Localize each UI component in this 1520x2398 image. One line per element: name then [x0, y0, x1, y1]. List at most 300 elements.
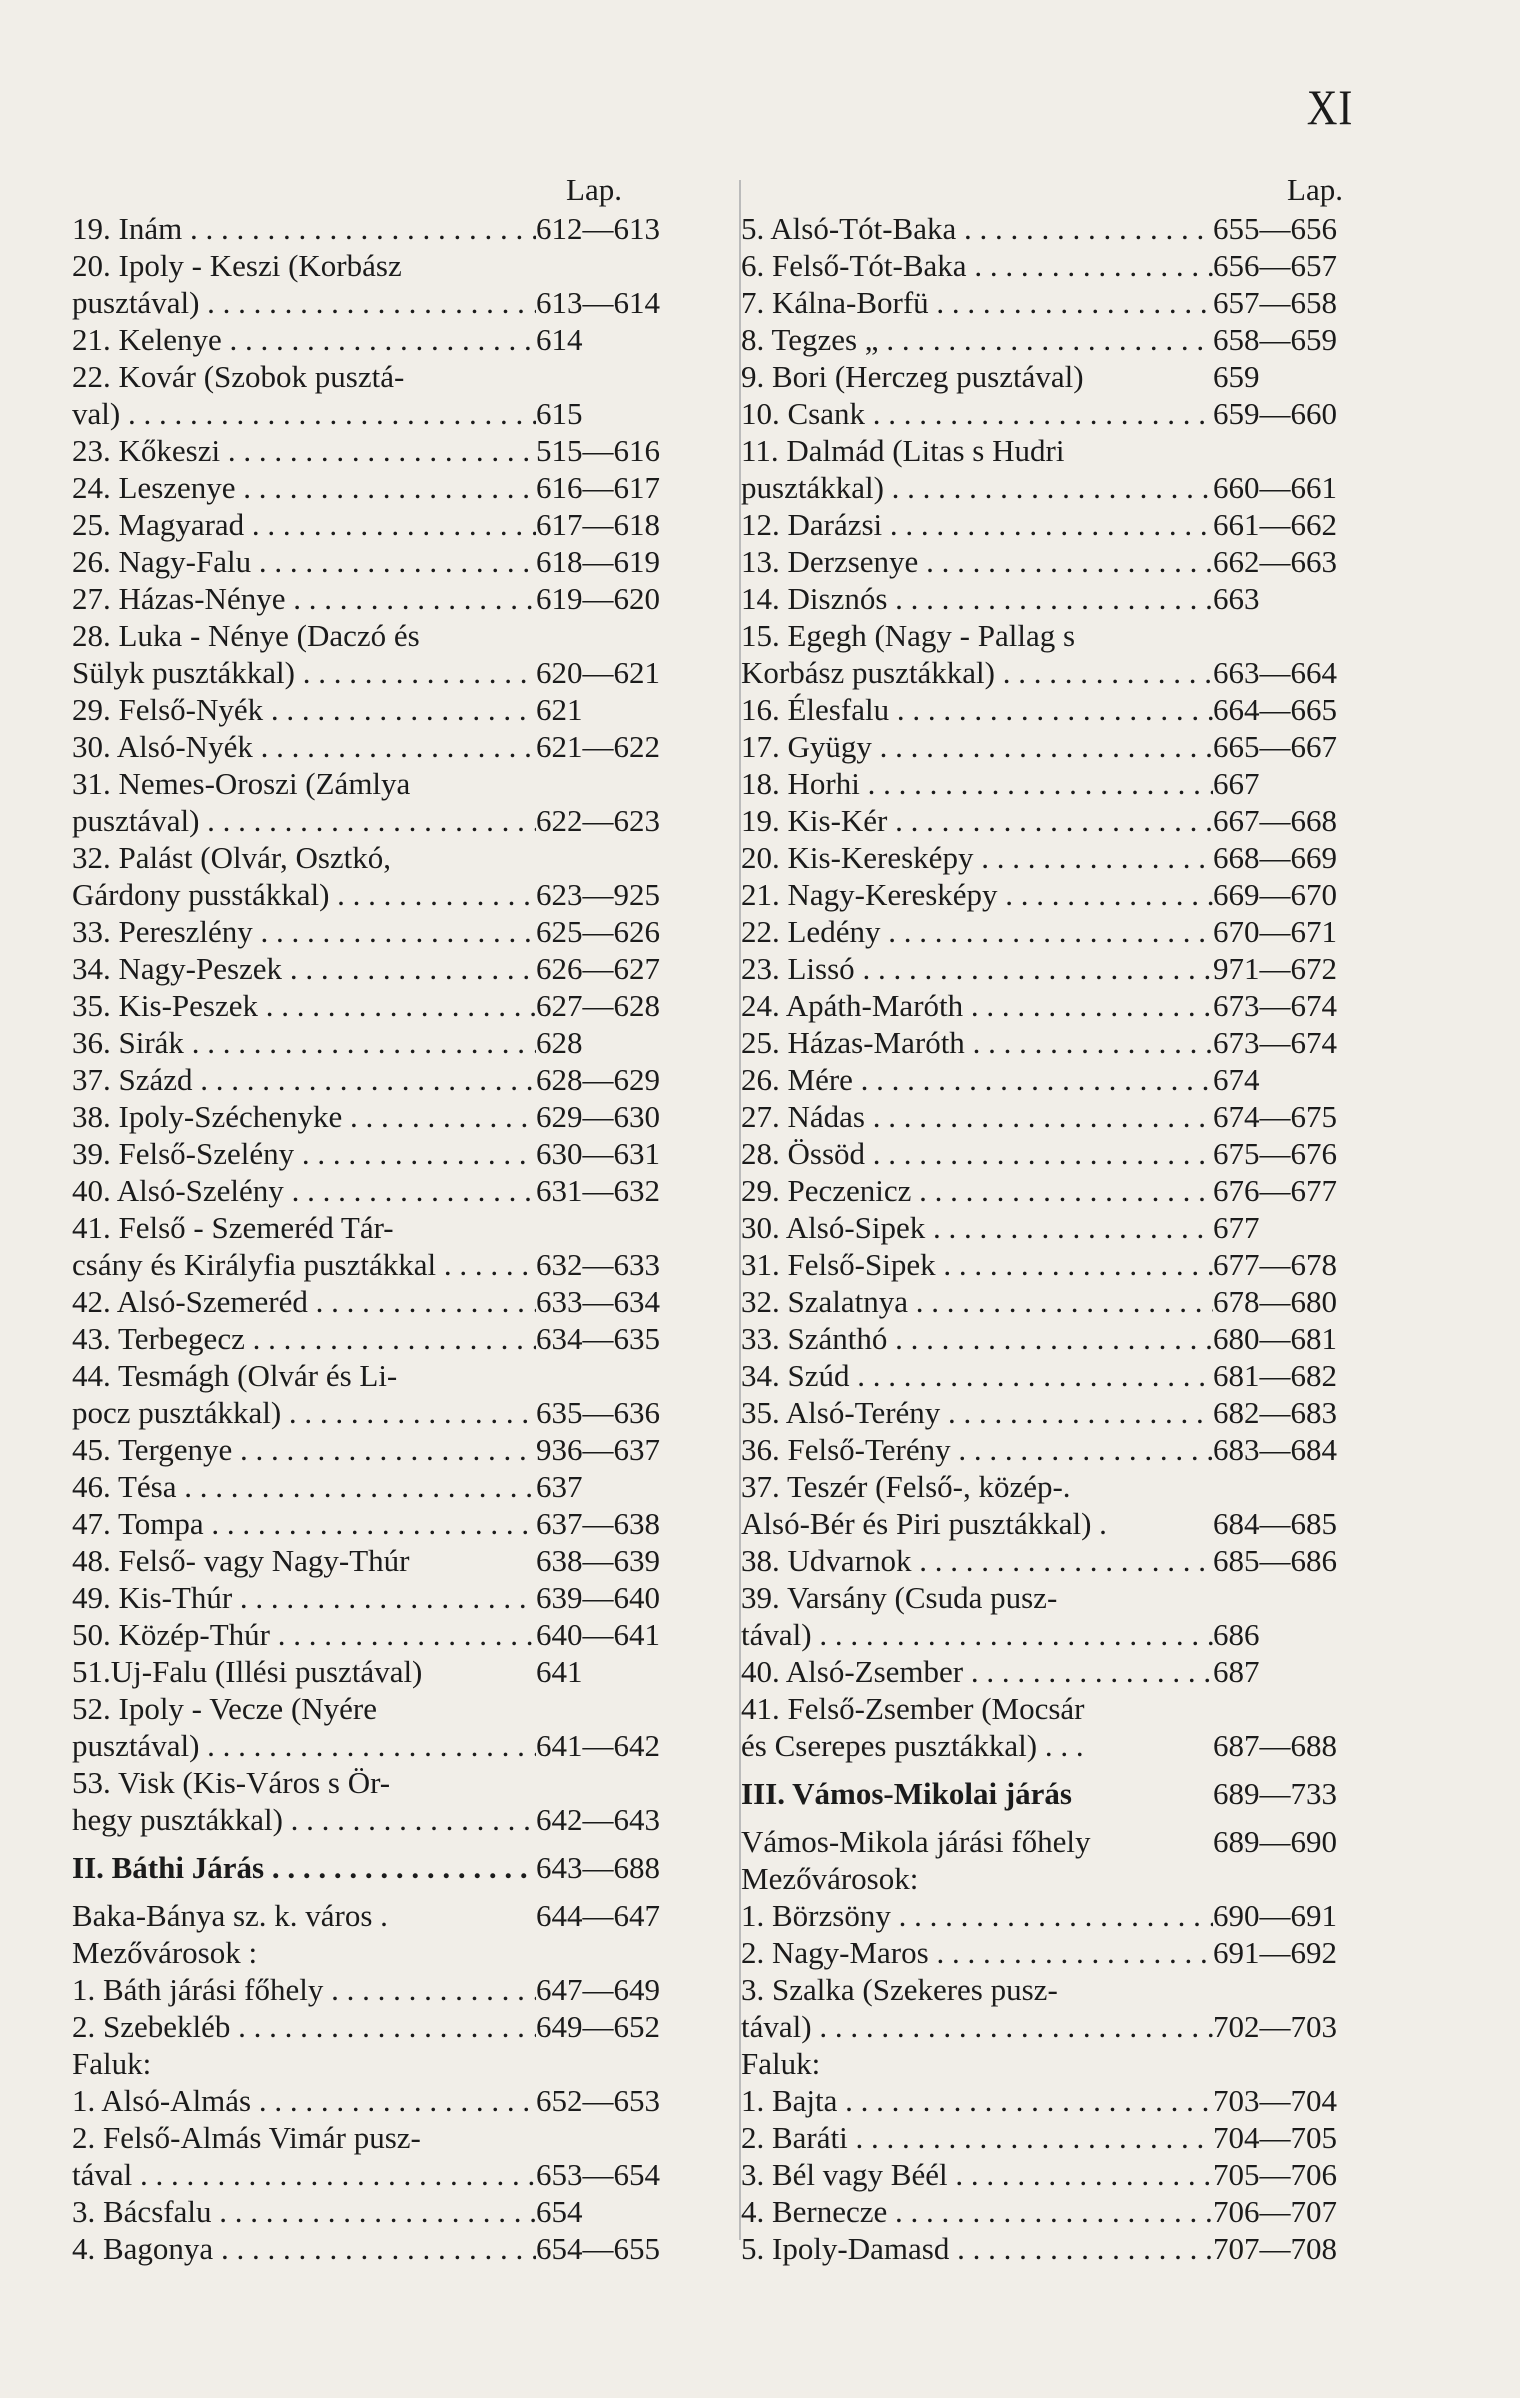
- entry-pages: 667—668: [1213, 803, 1337, 838]
- entry-pages: 647—649: [536, 1972, 660, 2007]
- entry-pages: 684—685: [1213, 1506, 1337, 1541]
- entry-line: [741, 432, 1381, 469]
- index-entry: [72, 1061, 702, 1098]
- entry-line: [741, 2045, 1381, 2082]
- index-entry: [72, 432, 702, 469]
- index-entry: [72, 1394, 702, 1431]
- entry-text: 17. Gyügy . . .: [741, 728, 1213, 765]
- section-heading: [72, 1849, 702, 1886]
- entry-line: [72, 247, 702, 284]
- entry-text: csány és Királyfia pusztákkal . . .: [72, 1246, 536, 1283]
- entry-pages: 626—627: [536, 951, 660, 986]
- entry-text: 7. Kálna-Borfü . . .: [741, 284, 1213, 321]
- entry-text: 40. Alsó-Szelény . . .: [72, 1172, 536, 1209]
- index-entry: [72, 395, 702, 432]
- left-entries: [72, 210, 702, 2267]
- entry-text: Baka-Bánya sz. k. város .: [72, 1898, 388, 1933]
- entry-pages: 673—674: [1213, 1025, 1337, 1060]
- entry-text: 8. Tegzes „ . . .: [741, 321, 1213, 358]
- index-entry: [72, 1098, 702, 1135]
- entry-pages: 614: [536, 322, 583, 357]
- index-entry: [741, 1394, 1381, 1431]
- index-entry: [741, 654, 1381, 691]
- entry-text: 39. Felső-Szelény . . .: [72, 1135, 536, 1172]
- entry-text: 4. Bagonya . . .: [72, 2230, 536, 2267]
- page-number: XI: [1306, 79, 1354, 135]
- entry-pages: 664—665: [1213, 692, 1337, 727]
- entry-text: 40. Alsó-Zsember . . .: [741, 1653, 1213, 1690]
- entry-text: 3. Bél vagy Béél . . .: [741, 2156, 1213, 2193]
- index-entry: [72, 1468, 702, 1505]
- index-entry: [72, 802, 702, 839]
- entry-text: pusztákkal) . . .: [741, 469, 1213, 506]
- entry-pages: 617—618: [536, 507, 660, 542]
- entry-pages: 654: [536, 2194, 583, 2229]
- index-entry: [741, 765, 1381, 802]
- entry-text: 36. Felső-Terény . . .: [741, 1431, 1213, 1468]
- entry-text: 53. Visk (Kis-Város s Ör-: [72, 1765, 391, 1800]
- entry-text: 3. Szalka (Szekeres pusz-: [741, 1972, 1058, 2007]
- index-entry: [72, 1283, 702, 1320]
- entry-pages: 668—669: [1213, 840, 1337, 875]
- entry-pages: 634—635: [536, 1321, 660, 1356]
- entry-text: 46. Tésa . . .: [72, 1468, 536, 1505]
- entry-pages: 691—692: [1213, 1935, 1337, 1970]
- entry-line: [72, 617, 702, 654]
- right-column: [741, 172, 1381, 2267]
- entry-pages: 680—681: [1213, 1321, 1337, 1356]
- index-entry: [741, 1283, 1381, 1320]
- entry-pages: 641: [536, 1654, 583, 1689]
- entry-pages: 663—664: [1213, 655, 1337, 690]
- entry-pages: 631—632: [536, 1173, 660, 1208]
- entry-line: [741, 1579, 1381, 1616]
- entry-text: 33. Szánthó . . .: [741, 1320, 1213, 1357]
- entry-text: 31. Felső-Sipek . . .: [741, 1246, 1213, 1283]
- entry-text: 28. Össöd . . .: [741, 1135, 1213, 1172]
- entry-text: 1. Báth járási főhely . . .: [72, 1971, 536, 2008]
- entry-pages: 689—733: [1213, 1776, 1337, 1811]
- entry-text: 30. Alsó-Nyék . . .: [72, 728, 536, 765]
- entry-text: Vámos-Mikola járási főhely: [741, 1824, 1091, 1859]
- entry-text: 21. Nagy-Keresképy . . .: [741, 876, 1213, 913]
- entry-pages: 704—705: [1213, 2120, 1337, 2155]
- entry-text: 48. Felső- vagy Nagy-Thúr: [72, 1543, 410, 1578]
- index-entry: [741, 580, 1381, 617]
- index-entry: [72, 876, 702, 913]
- index-entry: [72, 987, 702, 1024]
- entry-text: tával . . .: [72, 2156, 536, 2193]
- lap-header: Lap.: [1287, 172, 1343, 207]
- index-entry: [72, 1431, 702, 1468]
- entry-text: 1. Alsó-Almás . . .: [72, 2082, 536, 2119]
- entry-pages: 643—688: [536, 1850, 660, 1885]
- entry-text: 32. Szalatnya . . .: [741, 1283, 1213, 1320]
- entry-line: [72, 765, 702, 802]
- entry-text: 2. Felső-Almás Vimár pusz-: [72, 2120, 421, 2155]
- index-entry: [741, 2082, 1381, 2119]
- index-entry: [72, 1727, 702, 1764]
- entry-line: [72, 1357, 702, 1394]
- entry-text: Faluk:: [72, 2046, 152, 2081]
- entry-line: [741, 1468, 1381, 1505]
- entry-text: 21. Kelenye . . .: [72, 321, 536, 358]
- entry-pages: 621—622: [536, 729, 660, 764]
- index-entry: [72, 691, 702, 728]
- entry-pages: 660—661: [1213, 470, 1337, 505]
- entry-pages: 655—656: [1213, 211, 1337, 246]
- entry-pages: 669—670: [1213, 877, 1337, 912]
- entry-pages: 674: [1213, 1062, 1260, 1097]
- index-entry: [741, 1098, 1381, 1135]
- index-entry: [72, 1971, 702, 2008]
- entry-text: 41. Felső-Zsember (Mocsár: [741, 1691, 1085, 1726]
- entry-pages: 661—662: [1213, 507, 1337, 542]
- entry-pages: 653—654: [536, 2157, 660, 2192]
- entry-pages: 677—678: [1213, 1247, 1337, 1282]
- entry-pages: 685—686: [1213, 1543, 1337, 1578]
- index-entry: [72, 950, 702, 987]
- entry-pages: 936—637: [536, 1432, 660, 1467]
- entry-pages: 687—688: [1213, 1728, 1337, 1763]
- entry-text: 49. Kis-Thúr . . .: [72, 1579, 536, 1616]
- entry-text: 22. Kovár (Szobok pusztá-: [72, 359, 405, 394]
- index-entry: [72, 543, 702, 580]
- entry-pages: 616—617: [536, 470, 660, 505]
- index-entry: [741, 1061, 1381, 1098]
- entry-line: [72, 1934, 702, 1971]
- entry-text: 16. Élesfalu . . .: [741, 691, 1213, 728]
- entry-text: 26. Mére . . .: [741, 1061, 1213, 1098]
- entry-pages: 635—636: [536, 1395, 660, 1430]
- index-entry: [72, 321, 702, 358]
- index-entry: [72, 284, 702, 321]
- entry-pages: 706—707: [1213, 2194, 1337, 2229]
- entry-pages: 681—682: [1213, 1358, 1337, 1393]
- entry-pages: 515—616: [536, 433, 660, 468]
- entry-text: 31. Nemes-Oroszi (Zámlya: [72, 766, 411, 801]
- entry-text: III. Vámos-Mikolai járás: [741, 1776, 1072, 1811]
- entry-pages: 612—613: [536, 211, 660, 246]
- index-entry: [741, 2008, 1381, 2045]
- index-entry: [741, 913, 1381, 950]
- entry-text: 5. Ipoly-Damasd . . .: [741, 2230, 1213, 2267]
- entry-line: [72, 358, 702, 395]
- index-entry: [741, 1357, 1381, 1394]
- index-entry: [72, 1653, 702, 1690]
- entry-text: 20. Kis-Keresképy . . .: [741, 839, 1213, 876]
- entry-text: II. Báthi Járás . . .: [72, 1849, 536, 1886]
- lap-header: Lap.: [566, 172, 622, 207]
- entry-text: 50. Közép-Thúr . . .: [72, 1616, 536, 1653]
- entry-pages: 703—704: [1213, 2083, 1337, 2118]
- entry-line: [741, 1860, 1381, 1897]
- index-entry: [741, 1320, 1381, 1357]
- index-entry: [72, 913, 702, 950]
- entry-text: 20. Ipoly - Keszi (Korbász: [72, 248, 402, 283]
- entry-text: pusztával) . . .: [72, 1727, 536, 1764]
- entry-pages: 622—623: [536, 803, 660, 838]
- entry-pages: 620—621: [536, 655, 660, 690]
- entry-text: tával) . . .: [741, 2008, 1213, 2045]
- index-entry: [72, 1172, 702, 1209]
- entry-text: 51.Uj-Falu (Illési pusztával): [72, 1654, 423, 1689]
- entry-pages: 632—633: [536, 1247, 660, 1282]
- entry-text: 44. Tesmágh (Olvár és Li-: [72, 1358, 398, 1393]
- entry-pages: 673—674: [1213, 988, 1337, 1023]
- entry-pages: 637—638: [536, 1506, 660, 1541]
- entry-text: 19. Kis-Kér . . .: [741, 802, 1213, 839]
- entry-pages: 663: [1213, 581, 1260, 616]
- entry-pages: 674—675: [1213, 1099, 1337, 1134]
- entry-text: 9. Bori (Herczeg pusztával): [741, 359, 1084, 394]
- index-entry: [741, 321, 1381, 358]
- entry-pages: 623—925: [536, 877, 660, 912]
- section-heading: [741, 1775, 1381, 1812]
- index-entry: [741, 2119, 1381, 2156]
- entry-text: 3. Bácsfalu . . .: [72, 2193, 536, 2230]
- entry-text: 36. Sirák . . .: [72, 1024, 536, 1061]
- entry-pages: 627—628: [536, 988, 660, 1023]
- entry-line: [741, 617, 1381, 654]
- entry-line: [72, 839, 702, 876]
- index-entry: [72, 580, 702, 617]
- entry-text: 15. Egegh (Nagy - Pallag s: [741, 618, 1076, 653]
- index-entry: [72, 506, 702, 543]
- entry-text: 11. Dalmád (Litas s Hudri: [741, 433, 1065, 468]
- index-entry: [741, 395, 1381, 432]
- entry-pages: 683—684: [1213, 1432, 1337, 1467]
- index-entry: [741, 950, 1381, 987]
- index-entry: [72, 469, 702, 506]
- entry-text: 29. Peczenicz . . .: [741, 1172, 1213, 1209]
- index-entry: [72, 1897, 702, 1934]
- entry-pages: 619—620: [536, 581, 660, 616]
- entry-pages: 654—655: [536, 2231, 660, 2266]
- entry-line: [72, 2119, 702, 2156]
- entry-text: Faluk:: [741, 2046, 821, 2081]
- entry-text: 24. Leszenye . . .: [72, 469, 536, 506]
- entry-pages: 686: [1213, 1617, 1260, 1652]
- entry-text: 35. Alsó-Terény . . .: [741, 1394, 1213, 1431]
- entry-pages: 618—619: [536, 544, 660, 579]
- index-entry: [72, 654, 702, 691]
- entry-line: [72, 1690, 702, 1727]
- index-entry: [72, 1579, 702, 1616]
- index-entry: [72, 210, 702, 247]
- entry-text: 37. Teszér (Felső-, közép-.: [741, 1469, 1071, 1504]
- index-entry: [741, 2193, 1381, 2230]
- index-entry: [741, 1246, 1381, 1283]
- entry-text: 19. Inám . . .: [72, 210, 536, 247]
- entry-pages: 689—690: [1213, 1824, 1337, 1859]
- entry-text: Mezővárosok :: [72, 1935, 258, 1970]
- entry-text: 25. Magyarad . . .: [72, 506, 536, 543]
- entry-pages: 687: [1213, 1654, 1260, 1689]
- entry-pages: 630—631: [536, 1136, 660, 1171]
- entry-pages: 659: [1213, 359, 1260, 394]
- entry-pages: 702—703: [1213, 2009, 1337, 2044]
- entry-pages: 676—677: [1213, 1173, 1337, 1208]
- entry-pages: 625—626: [536, 914, 660, 949]
- index-entry: [741, 1172, 1381, 1209]
- index-entry: [741, 839, 1381, 876]
- entry-pages: 644—647: [536, 1898, 660, 1933]
- index-entry: [72, 1542, 702, 1579]
- index-entry: [72, 2193, 702, 2230]
- entry-pages: 707—708: [1213, 2231, 1337, 2266]
- entry-text: és Cserepes pusztákkal) . . .: [741, 1728, 1084, 1763]
- entry-text: 5. Alsó-Tót-Baka . . .: [741, 210, 1213, 247]
- entry-pages: 621: [536, 692, 583, 727]
- entry-pages: 652—653: [536, 2083, 660, 2118]
- entry-text: 4. Bernecze . . .: [741, 2193, 1213, 2230]
- entry-text: 23. Lissó . . .: [741, 950, 1213, 987]
- entry-line: [72, 1764, 702, 1801]
- index-entry: [72, 2082, 702, 2119]
- entry-pages: 682—683: [1213, 1395, 1337, 1430]
- index-entry: [72, 2008, 702, 2045]
- entry-pages: 628: [536, 1025, 583, 1060]
- entry-pages: 670—671: [1213, 914, 1337, 949]
- entry-pages: 613—614: [536, 285, 660, 320]
- entry-pages: 690—691: [1213, 1898, 1337, 1933]
- entry-text: Mezővárosok:: [741, 1861, 919, 1896]
- entry-text: Alsó-Bér és Piri pusztákkal) .: [741, 1506, 1107, 1541]
- entry-text: 26. Nagy-Falu . . .: [72, 543, 536, 580]
- entry-text: 30. Alsó-Sipek . . .: [741, 1209, 1213, 1246]
- entry-text: 2. Nagy-Maros . . .: [741, 1934, 1213, 1971]
- index-entry: [741, 1431, 1381, 1468]
- entry-pages: 656—657: [1213, 248, 1337, 283]
- index-entry: [741, 2230, 1381, 2267]
- entry-text: 14. Disznós . . .: [741, 580, 1213, 617]
- index-entry: [741, 1653, 1381, 1690]
- entry-text: 33. Pereszlény . . .: [72, 913, 536, 950]
- index-entry: [741, 506, 1381, 543]
- index-entry: [72, 1024, 702, 1061]
- entry-text: hegy pusztákkal) . . .: [72, 1801, 536, 1838]
- entry-pages: 662—663: [1213, 544, 1337, 579]
- left-column: [72, 172, 702, 2267]
- index-entry: [72, 1616, 702, 1653]
- entry-text: Korbász pusztákkal) . . .: [741, 654, 1213, 691]
- entry-line: [72, 1209, 702, 1246]
- entry-line: [72, 2045, 702, 2082]
- index-entry: [741, 2156, 1381, 2193]
- index-entry: [741, 1024, 1381, 1061]
- entry-text: 2. Szebekléb . . .: [72, 2008, 536, 2045]
- index-entry: [72, 1135, 702, 1172]
- entry-text: tával) . . .: [741, 1616, 1213, 1653]
- entry-pages: 628—629: [536, 1062, 660, 1097]
- entry-pages: 678—680: [1213, 1284, 1337, 1319]
- entry-text: 34. Nagy-Peszek . . .: [72, 950, 536, 987]
- entry-text: 27. Nádas . . .: [741, 1098, 1213, 1135]
- index-entry: [72, 2156, 702, 2193]
- entry-text: 38. Udvarnok . . .: [741, 1542, 1213, 1579]
- entry-pages: 675—676: [1213, 1136, 1337, 1171]
- entry-text: 52. Ipoly - Vecze (Nyére: [72, 1691, 377, 1726]
- index-entry: [72, 1246, 702, 1283]
- entry-text: 32. Palást (Olvár, Osztkó,: [72, 840, 392, 875]
- index-entry: [72, 2230, 702, 2267]
- entry-line: [741, 1971, 1381, 2008]
- entry-text: 39. Varsány (Csuda pusz-: [741, 1580, 1058, 1615]
- entry-text: 10. Csank . . .: [741, 395, 1213, 432]
- entry-text: pusztával) . . .: [72, 284, 536, 321]
- index-entry: [741, 1135, 1381, 1172]
- index-entry: [741, 1505, 1381, 1542]
- entry-pages: 971—672: [1213, 951, 1337, 986]
- index-entry: [741, 543, 1381, 580]
- entry-text: 12. Darázsi . . .: [741, 506, 1213, 543]
- entry-pages: 659—660: [1213, 396, 1337, 431]
- entry-text: Gárdony pusstákkal) . . .: [72, 876, 536, 913]
- entry-text: 41. Felső - Szemeréd Tár-: [72, 1210, 394, 1245]
- index-entry: [741, 1616, 1381, 1653]
- index-entry: [741, 876, 1381, 913]
- entry-pages: 705—706: [1213, 2157, 1337, 2192]
- entry-text: pusztával) . . .: [72, 802, 536, 839]
- entry-pages: 641—642: [536, 1728, 660, 1763]
- index-entry: [741, 1934, 1381, 1971]
- entry-text: 1. Börzsöny . . .: [741, 1897, 1213, 1934]
- index-entry: [72, 728, 702, 765]
- index-entry: [741, 284, 1381, 321]
- index-entry: [741, 1209, 1381, 1246]
- index-entry: [741, 728, 1381, 765]
- right-entries: [741, 210, 1381, 2267]
- entry-pages: 639—640: [536, 1580, 660, 1615]
- entry-text: 13. Derzsenye . . .: [741, 543, 1213, 580]
- entry-pages: 633—634: [536, 1284, 660, 1319]
- entry-text: 2. Baráti . . .: [741, 2119, 1213, 2156]
- entry-pages: 665—667: [1213, 729, 1337, 764]
- entry-text: 22. Ledény . . .: [741, 913, 1213, 950]
- index-entry: [741, 691, 1381, 728]
- entry-text: 45. Tergenye . . .: [72, 1431, 536, 1468]
- entry-text: 6. Felső-Tót-Baka . . .: [741, 247, 1213, 284]
- entry-text: 42. Alsó-Szemeréd . . .: [72, 1283, 536, 1320]
- entry-pages: 637: [536, 1469, 583, 1504]
- entry-pages: 629—630: [536, 1099, 660, 1134]
- index-entry: [741, 1727, 1381, 1764]
- entry-text: 18. Horhi . . .: [741, 765, 1213, 802]
- entry-text: pocz pusztákkal) . . .: [72, 1394, 536, 1431]
- entry-text: 27. Házas-Nénye . . .: [72, 580, 536, 617]
- index-entry: [72, 1505, 702, 1542]
- entry-text: 43. Terbegecz . . .: [72, 1320, 536, 1357]
- index-entry: [741, 802, 1381, 839]
- entry-text: Sülyk pusztákkal) . . .: [72, 654, 536, 691]
- entry-pages: 638—639: [536, 1543, 660, 1578]
- index-entry: [741, 247, 1381, 284]
- entry-text: 37. Százd . . .: [72, 1061, 536, 1098]
- entry-pages: 677: [1213, 1210, 1260, 1245]
- entry-text: 47. Tompa . . .: [72, 1505, 536, 1542]
- entry-text: 25. Házas-Maróth . . .: [741, 1024, 1213, 1061]
- entry-text: 23. Kőkeszi . . .: [72, 432, 536, 469]
- index-entry: [741, 210, 1381, 247]
- entry-pages: 658—659: [1213, 322, 1337, 357]
- entry-text: 29. Felső-Nyék . . .: [72, 691, 536, 728]
- entry-pages: 667: [1213, 766, 1260, 801]
- index-entry: [741, 1542, 1381, 1579]
- entry-text: 35. Kis-Peszek . . .: [72, 987, 536, 1024]
- entry-text: val) . . .: [72, 395, 536, 432]
- entry-pages: 615: [536, 396, 583, 431]
